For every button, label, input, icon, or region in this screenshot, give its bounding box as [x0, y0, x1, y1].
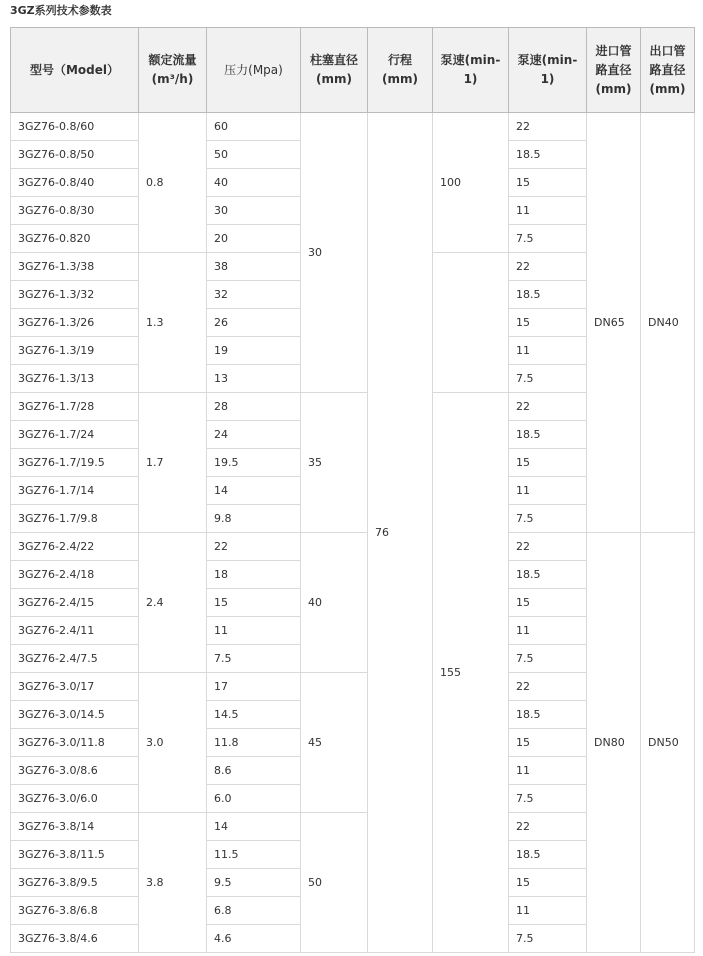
header-plunger: 柱塞直径(mm): [301, 28, 368, 113]
speed2-cell: 11: [509, 197, 587, 225]
model-cell: 3GZ76-1.7/9.8: [11, 505, 139, 533]
speed2-cell: 18.5: [509, 421, 587, 449]
inlet-cell: DN80: [587, 533, 641, 953]
pressure-cell: 24: [207, 421, 301, 449]
model-cell: 3GZ76-1.7/24: [11, 421, 139, 449]
header-flow: 额定流量(m³/h): [139, 28, 207, 113]
speed2-cell: 7.5: [509, 785, 587, 813]
plunger-cell: 50: [301, 813, 368, 953]
model-cell: 3GZ76-0.8/60: [11, 113, 139, 141]
header-speed-2: 泵速(min-1): [509, 28, 587, 113]
model-cell: 3GZ76-3.0/14.5: [11, 701, 139, 729]
plunger-cell: 45: [301, 673, 368, 813]
inlet-cell: DN65: [587, 113, 641, 533]
model-cell: 3GZ76-2.4/18: [11, 561, 139, 589]
model-cell: 3GZ76-1.7/14: [11, 477, 139, 505]
model-cell: 3GZ76-1.7/19.5: [11, 449, 139, 477]
model-cell: 3GZ76-2.4/7.5: [11, 645, 139, 673]
header-row: [11, 28, 695, 113]
speed2-cell: 18.5: [509, 281, 587, 309]
pressure-cell: 14: [207, 477, 301, 505]
speed2-cell: 7.5: [509, 505, 587, 533]
speed2-cell: 22: [509, 253, 587, 281]
pressure-cell: 4.6: [207, 925, 301, 953]
outlet-cell: DN50: [641, 533, 695, 953]
model-cell: 3GZ76-0.8/50: [11, 141, 139, 169]
header-outlet: 出口管路直径(mm): [641, 28, 695, 113]
pressure-cell: 50: [207, 141, 301, 169]
speed2-cell: 22: [509, 533, 587, 561]
pressure-cell: 17: [207, 673, 301, 701]
speed2-cell: 11: [509, 897, 587, 925]
pressure-cell: 22: [207, 533, 301, 561]
flow-cell: 1.3: [139, 253, 207, 393]
pressure-cell: 32: [207, 281, 301, 309]
pressure-cell: 60: [207, 113, 301, 141]
model-cell: 3GZ76-1.3/19: [11, 337, 139, 365]
flow-cell: 1.7: [139, 393, 207, 533]
speed2-cell: 11: [509, 337, 587, 365]
model-cell: 3GZ76-1.3/38: [11, 253, 139, 281]
model-cell: 3GZ76-3.8/9.5: [11, 869, 139, 897]
speed2-cell: 15: [509, 309, 587, 337]
model-cell: 3GZ76-2.4/15: [11, 589, 139, 617]
speed2-cell: 7.5: [509, 225, 587, 253]
spec-table: [10, 27, 695, 953]
speed2-cell: 7.5: [509, 365, 587, 393]
table-body: [11, 113, 695, 953]
model-cell: 3GZ76-1.3/26: [11, 309, 139, 337]
speed2-cell: 22: [509, 813, 587, 841]
model-cell: 3GZ76-3.8/14: [11, 813, 139, 841]
flow-cell: 3.8: [139, 813, 207, 953]
speed2-cell: 11: [509, 617, 587, 645]
stroke-cell: 76: [368, 113, 433, 953]
pressure-cell: 13: [207, 365, 301, 393]
pressure-cell: 15: [207, 589, 301, 617]
speed2-cell: 15: [509, 589, 587, 617]
speed1-cell: [433, 253, 509, 393]
pressure-cell: 19: [207, 337, 301, 365]
speed2-cell: 22: [509, 113, 587, 141]
model-cell: 3GZ76-1.7/28: [11, 393, 139, 421]
speed2-cell: 11: [509, 477, 587, 505]
plunger-cell: 35: [301, 393, 368, 533]
table-row: [11, 533, 695, 561]
table-row: [11, 113, 695, 141]
model-cell: 3GZ76-2.4/22: [11, 533, 139, 561]
model-cell: 3GZ76-3.0/8.6: [11, 757, 139, 785]
model-cell: 3GZ76-3.8/4.6: [11, 925, 139, 953]
pressure-cell: 6.0: [207, 785, 301, 813]
pressure-cell: 28: [207, 393, 301, 421]
pressure-cell: 14: [207, 813, 301, 841]
pressure-cell: 6.8: [207, 897, 301, 925]
speed2-cell: 7.5: [509, 925, 587, 953]
speed2-cell: 18.5: [509, 141, 587, 169]
model-cell: 3GZ76-3.0/6.0: [11, 785, 139, 813]
header-model: 型号（Model）: [11, 28, 139, 113]
model-cell: 3GZ76-3.0/11.8: [11, 729, 139, 757]
pressure-cell: 19.5: [207, 449, 301, 477]
model-cell: 3GZ76-3.8/6.8: [11, 897, 139, 925]
speed2-cell: 18.5: [509, 701, 587, 729]
header-speed-1: 泵速(min-1): [433, 28, 509, 113]
model-cell: 3GZ76-0.820: [11, 225, 139, 253]
outlet-cell: DN40: [641, 113, 695, 533]
pressure-cell: 30: [207, 197, 301, 225]
pressure-cell: 18: [207, 561, 301, 589]
speed2-cell: 22: [509, 673, 587, 701]
speed2-cell: 15: [509, 729, 587, 757]
model-cell: 3GZ76-1.3/32: [11, 281, 139, 309]
speed2-cell: 15: [509, 169, 587, 197]
pressure-cell: 40: [207, 169, 301, 197]
flow-cell: 3.0: [139, 673, 207, 813]
speed2-cell: 18.5: [509, 841, 587, 869]
speed2-cell: 15: [509, 449, 587, 477]
speed2-cell: 18.5: [509, 561, 587, 589]
pressure-cell: 38: [207, 253, 301, 281]
page-title: 3GZ系列技术参数表: [10, 4, 112, 17]
model-cell: 3GZ76-3.8/11.5: [11, 841, 139, 869]
pressure-cell: 11.5: [207, 841, 301, 869]
speed2-cell: 7.5: [509, 645, 587, 673]
speed2-cell: 15: [509, 869, 587, 897]
plunger-cell: 30: [301, 113, 368, 393]
model-cell: 3GZ76-2.4/11: [11, 617, 139, 645]
plunger-cell: 40: [301, 533, 368, 673]
speed2-cell: 11: [509, 757, 587, 785]
pressure-cell: 20: [207, 225, 301, 253]
pressure-cell: 14.5: [207, 701, 301, 729]
model-cell: 3GZ76-0.8/30: [11, 197, 139, 225]
speed1-cell: 155: [433, 393, 509, 953]
model-cell: 3GZ76-1.3/13: [11, 365, 139, 393]
header-inlet: 进口管路直径(mm): [587, 28, 641, 113]
pressure-cell: 9.5: [207, 869, 301, 897]
flow-cell: 2.4: [139, 533, 207, 673]
speed1-cell: 100: [433, 113, 509, 253]
pressure-cell: 8.6: [207, 757, 301, 785]
pressure-cell: 11: [207, 617, 301, 645]
pressure-cell: 11.8: [207, 729, 301, 757]
speed2-cell: 22: [509, 393, 587, 421]
pressure-cell: 26: [207, 309, 301, 337]
header-pressure: 压力(Mpa): [207, 28, 301, 113]
model-cell: 3GZ76-0.8/40: [11, 169, 139, 197]
header-stroke: 行程(mm): [368, 28, 433, 113]
pressure-cell: 9.8: [207, 505, 301, 533]
flow-cell: 0.8: [139, 113, 207, 253]
model-cell: 3GZ76-3.0/17: [11, 673, 139, 701]
pressure-cell: 7.5: [207, 645, 301, 673]
